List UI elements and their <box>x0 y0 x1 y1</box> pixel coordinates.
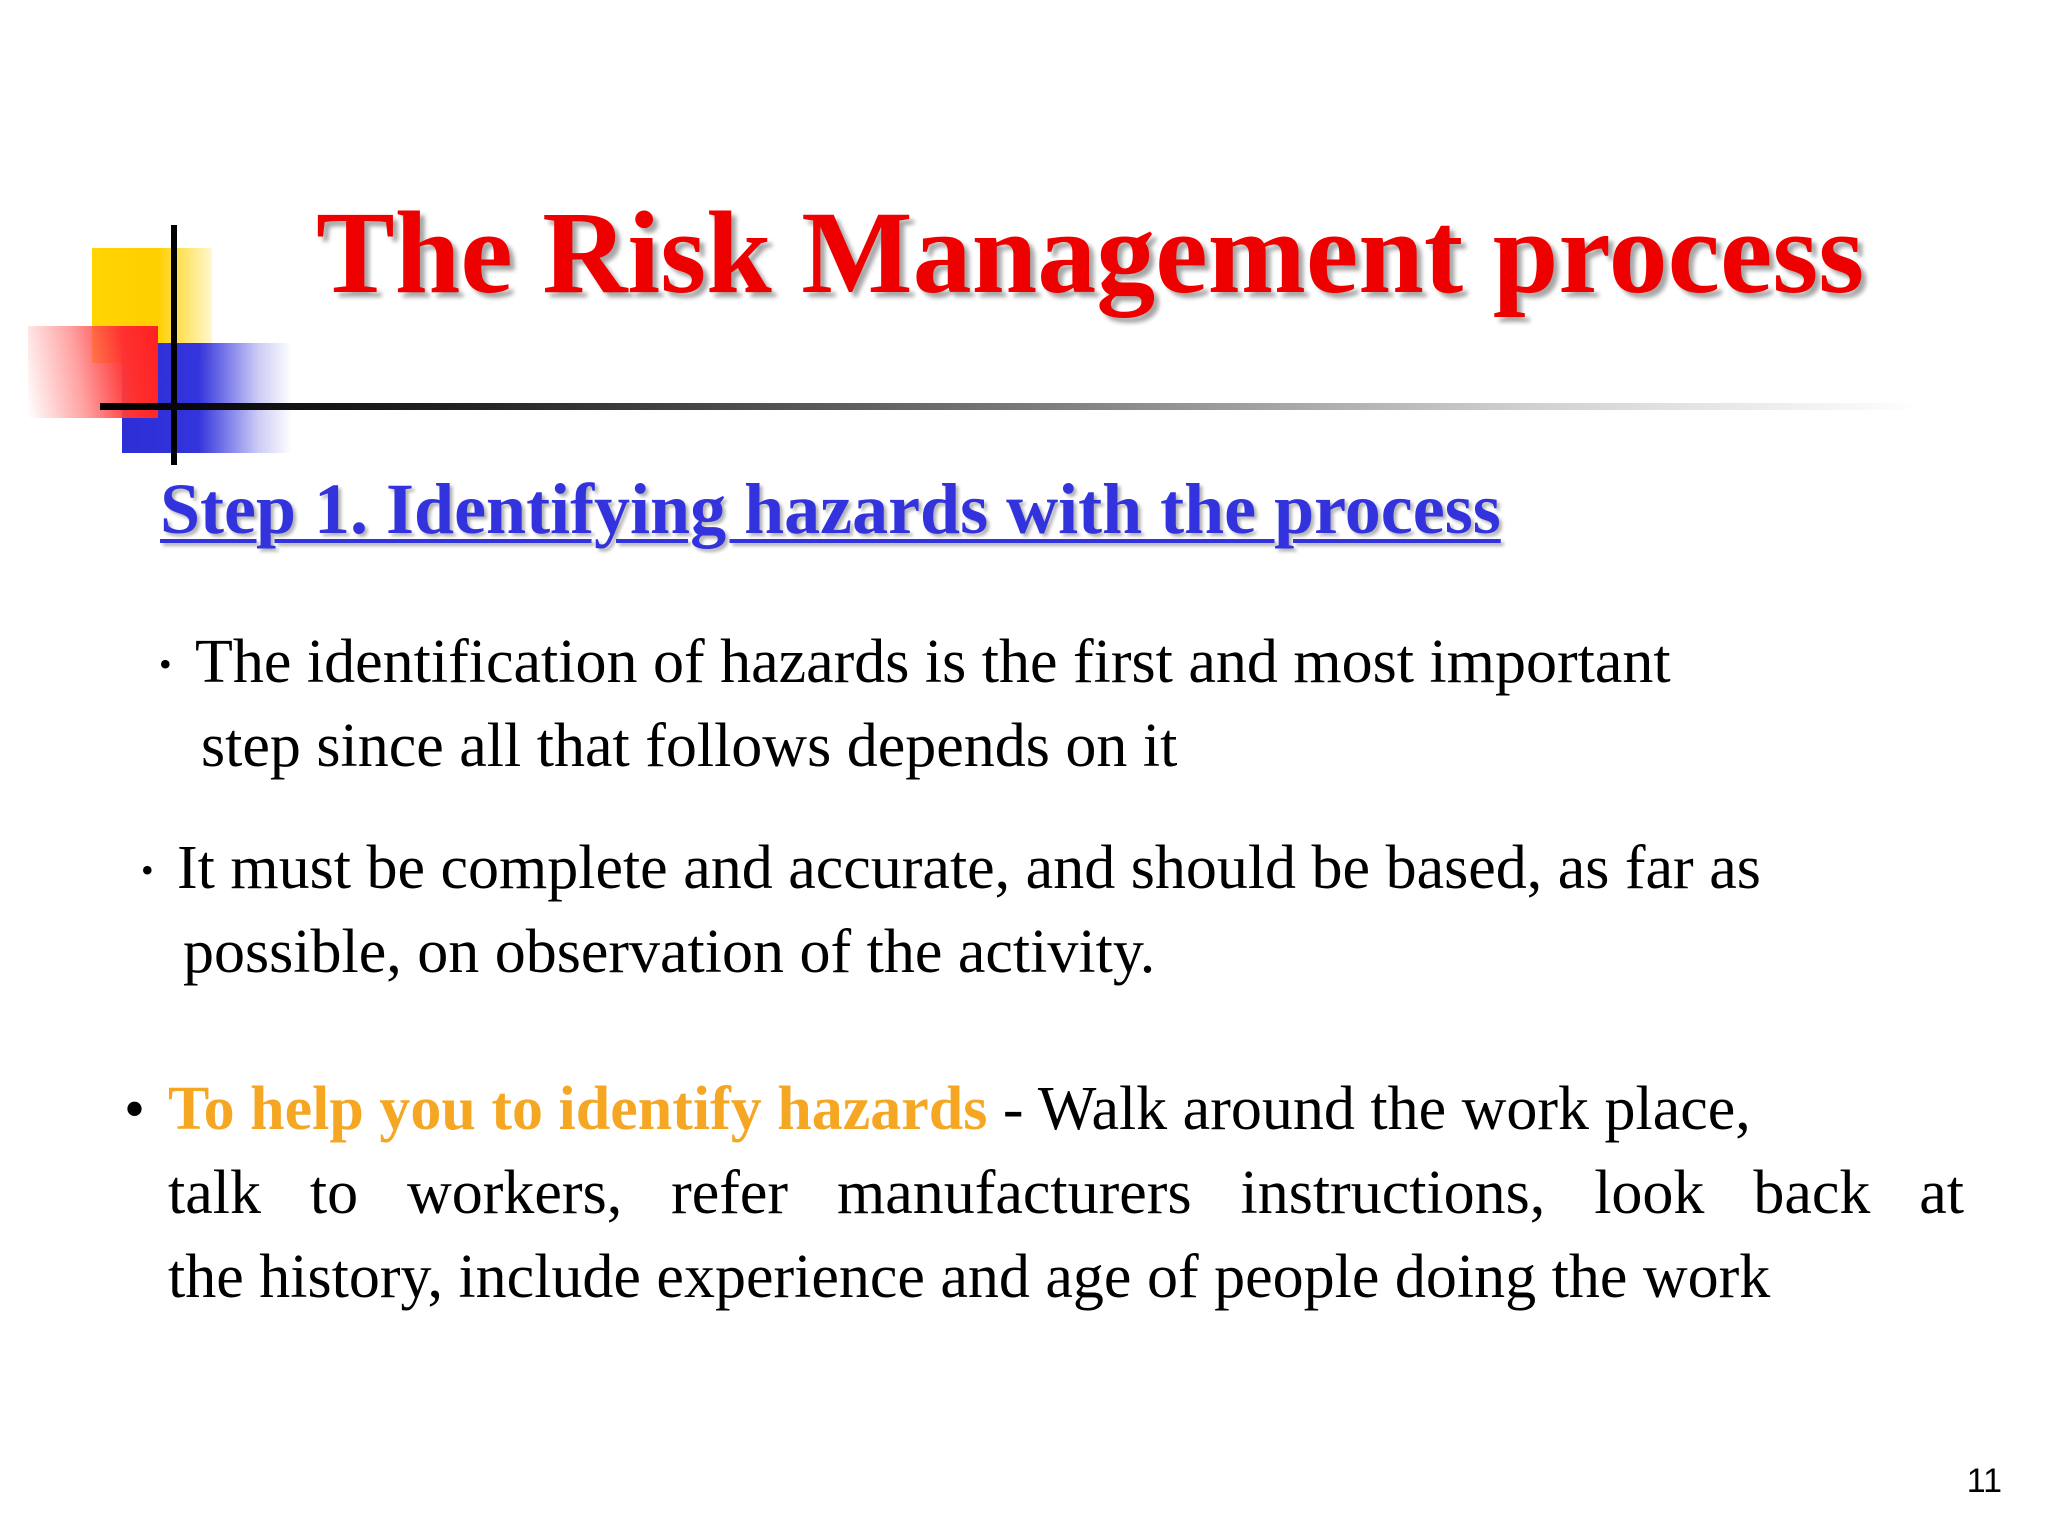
bullet-item-3 <box>124 1067 1964 1319</box>
bullet-text-justified <box>168 1151 1964 1235</box>
bullet-marker: • <box>141 850 154 890</box>
bullet-text-line: step since all that follows depends on it <box>201 712 1178 780</box>
page-number: 11 <box>1966 1462 2002 1500</box>
highlight-phrase: To help you to identify hazards <box>168 1075 988 1143</box>
bullet-text-rest: - Walk around the work place, <box>987 1075 1751 1143</box>
title-underline-rule <box>100 403 1920 410</box>
bullet-text-line: possible, on observation of the activity. <box>183 918 1156 986</box>
vertical-divider-line <box>171 225 177 465</box>
bullet-text-line: the history, include experience and age of people doing the work <box>168 1243 1771 1311</box>
bullet-text-line: The identification of hazards is the first and most important <box>195 628 1671 696</box>
bullet-item-2 <box>141 826 1957 994</box>
bullet-item-1 <box>159 620 1875 788</box>
bullet-text-line: It must be complete and accurate, and should be based, as far as <box>177 834 1761 902</box>
bullet-marker: • <box>124 1076 146 1142</box>
bullet-marker: • <box>159 644 172 684</box>
bullet-text-line: talk to workers, refer manufacturers instructions, look back at <box>168 1159 1964 1227</box>
bullet-text-line <box>168 1067 1964 1151</box>
slide-subtitle: Step 1. Identifying hazards with the process <box>160 469 1501 549</box>
slide-title: The Risk Management process <box>316 187 1865 318</box>
